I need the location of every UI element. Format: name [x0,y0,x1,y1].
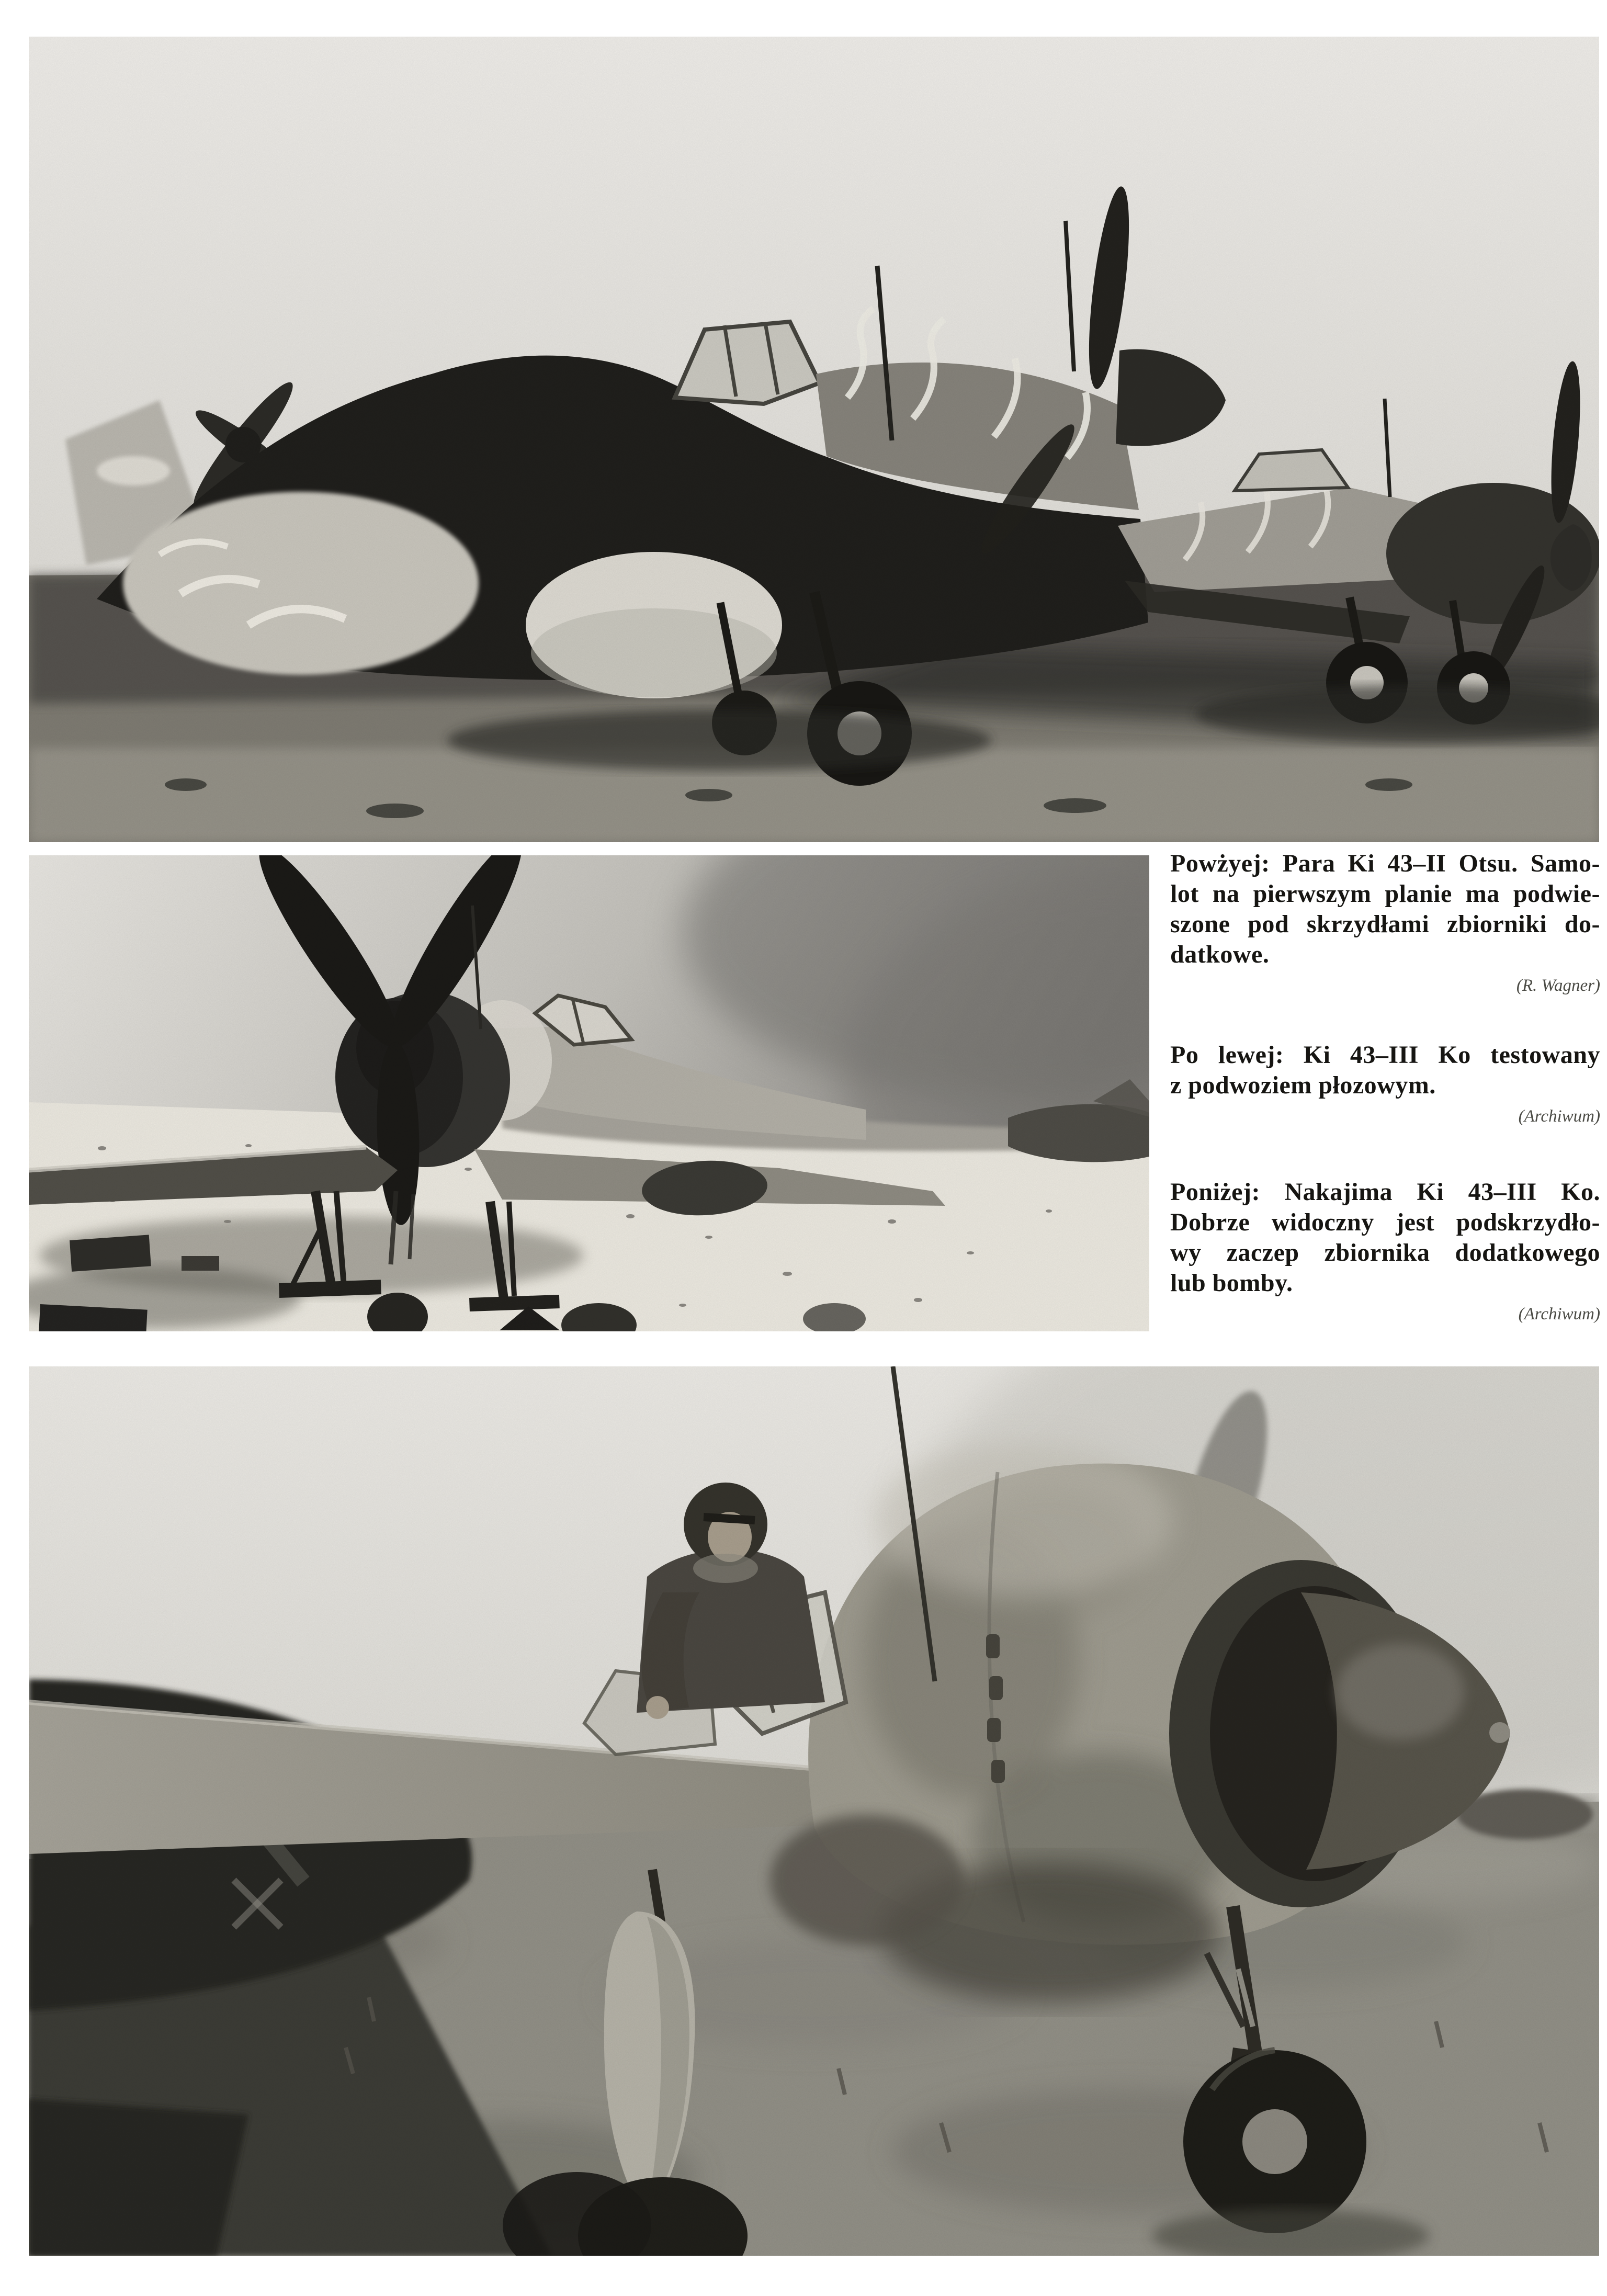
caption-top-photo [1170,849,1600,996]
photo-credit: (R. Wagner) [1516,976,1600,995]
photo-top-art [29,37,1599,842]
photo-bottom-art [29,1366,1599,2256]
caption-line: Po lewej: Ki 43–III Ko testowany [1170,1041,1600,1069]
photo-middle-art [29,855,1149,1331]
caption-line: lot na pierwszym planie ma podwie- [1170,880,1600,908]
caption-line: Poniżej: Nakajima Ki 43–III Ko. [1170,1178,1600,1206]
photo-bottom-ki43-nose [29,1366,1599,2256]
caption-line: Dobrze widoczny jest podskrzydło- [1170,1208,1600,1236]
caption-line: szone pod skrzydłami zbiorniki do- [1170,910,1600,938]
caption-line: lub bomby. [1170,1269,1293,1297]
photo-credit: (Archiwum) [1518,1107,1600,1126]
film-grain-overlay [29,37,1599,842]
caption-line: datkowe. [1170,941,1270,968]
caption-left-photo [1170,1040,1600,1127]
caption-line: wy zaczep zbiornika dodatkowego [1170,1239,1600,1266]
photo-top-ki43-pair [29,37,1599,842]
caption-bottom-photo [1170,1177,1600,1325]
photo-middle-ki43-skid [29,855,1149,1331]
film-grain-overlay [29,1366,1599,2256]
caption-column [1170,849,1600,1325]
film-grain-overlay [29,855,1149,1331]
caption-line: Powżyej: Para Ki 43–II Otsu. Samo- [1170,850,1600,877]
caption-line: z podwoziem płozowym. [1170,1071,1436,1099]
photo-credit: (Archiwum) [1518,1305,1600,1324]
